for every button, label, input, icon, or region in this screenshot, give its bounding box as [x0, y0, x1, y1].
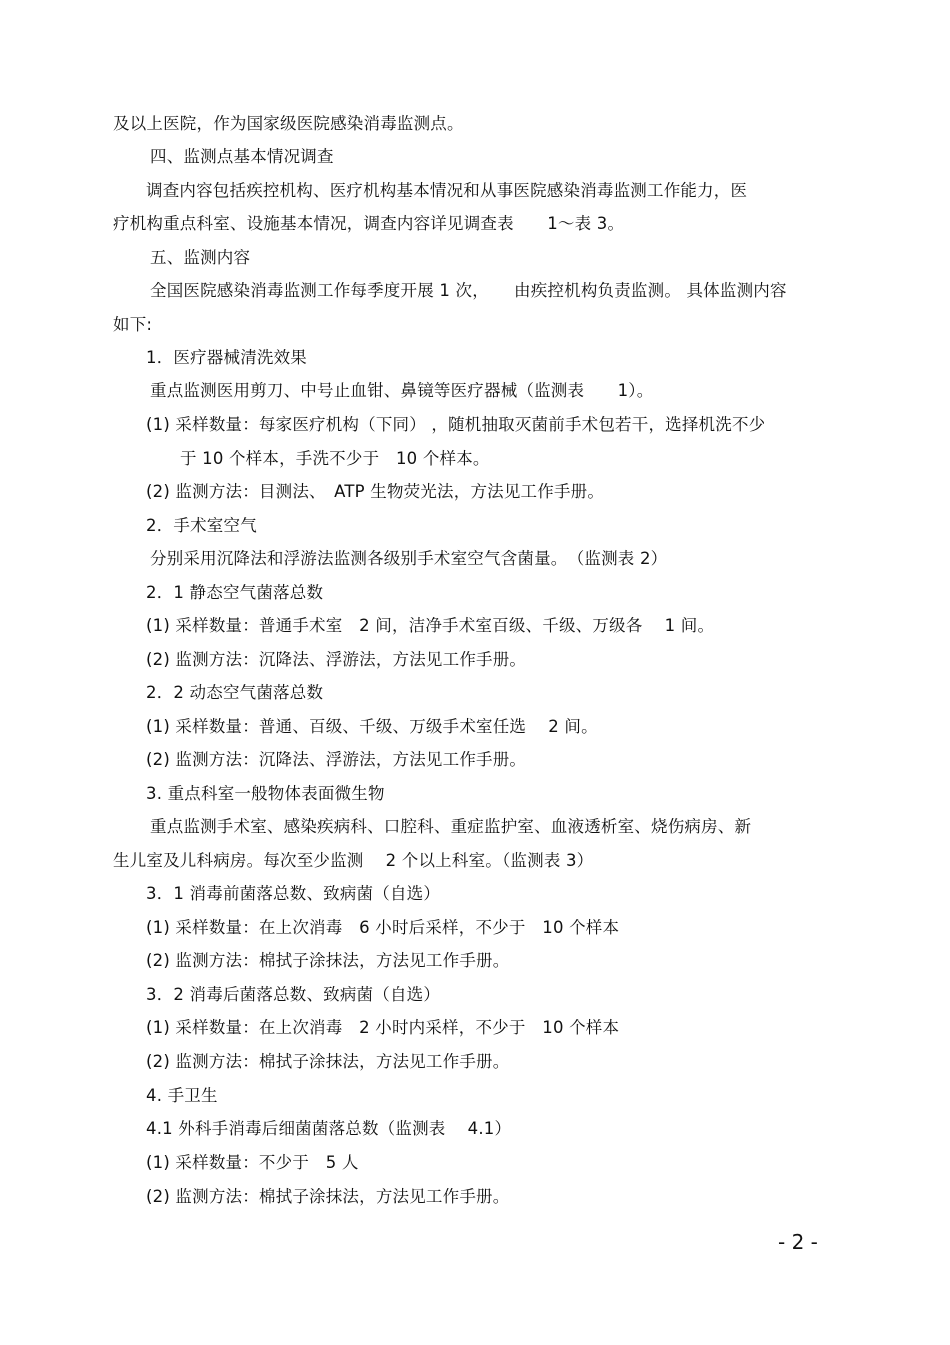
subsection-heading: 1．医疗器械清洗效果 [146, 348, 307, 367]
subsection-heading: 4.1 外科手消毒后细菌菌落总数（监测表 4.1） [146, 1119, 512, 1138]
subsection-heading: 4. 手卫生 [146, 1086, 218, 1105]
list-item: (2) 监测方法：棉拭子涂抹法，方法见工作手册。 [146, 951, 510, 970]
subsection-heading: 2．手术室空气 [146, 516, 257, 535]
subsection-heading: 2．2 动态空气菌落总数 [146, 683, 324, 702]
list-item-continuation: 于 10 个样本，手洗不少于 10 个样本。 [180, 449, 490, 468]
section-heading: 四、监测点基本情况调查 [150, 147, 334, 166]
text-line: 及以上医院，作为国家级医院感染消毒监测点。 [113, 114, 464, 133]
list-item: (2) 监测方法：目测法、 ATP 生物荧光法，方法见工作手册。 [146, 482, 605, 501]
list-item: (2) 监测方法：沉降法、浮游法，方法见工作手册。 [146, 650, 527, 669]
list-item: (1) 采样数量：在上次消毒 2 小时内采样，不少于 10 个样本 [146, 1018, 620, 1037]
text-line: 如下: [113, 315, 153, 334]
section-heading: 五、监测内容 [150, 248, 251, 267]
text-line: 分别采用沉降法和浮游法监测各级别手术室空气含菌量。 （监测表 2） [150, 549, 668, 568]
text-line: 全国医院感染消毒监测工作每季度开展 1 次， 由疾控机构负责监测。 具体监测内容 [150, 281, 787, 300]
subsection-heading: 3．1 消毒前菌落总数、致病菌（自选） [146, 884, 441, 903]
subsection-heading: 3. 重点科室一般物体表面微生物 [146, 784, 385, 803]
list-item: (2) 监测方法：沉降法、浮游法，方法见工作手册。 [146, 750, 527, 769]
subsection-heading: 3．2 消毒后菌落总数、致病菌（自选） [146, 985, 441, 1004]
text-line: 疗机构重点科室、设施基本情况，调查内容详见调查表 1～表 3。 [113, 214, 625, 233]
text-line: 重点监测手术室、感染疾病科、口腔科、重症监护室、血液透析室、烧伤病房、新 [150, 817, 752, 836]
text-line: 生儿室及儿科病房。每次至少监测 2 个以上科室。（监测表 3） [113, 851, 594, 870]
subsection-heading: 2．1 静态空气菌落总数 [146, 583, 324, 602]
text-line: 重点监测医用剪刀、中号止血钳、鼻镜等医疗器械（监测表 1）。 [150, 381, 654, 400]
list-item: (1) 采样数量：在上次消毒 6 小时后采样，不少于 10 个样本 [146, 918, 620, 937]
page-number: - 2 - [778, 1230, 818, 1254]
list-item: (1) 采样数量：普通手术室 2 间，洁净手术室百级、千级、万级各 1 间。 [146, 616, 715, 635]
list-item: (2) 监测方法：棉拭子涂抹法，方法见工作手册。 [146, 1052, 510, 1071]
list-item: (1) 采样数量：每家医疗机构（下同） ，随机抽取灭菌前手术包若干，选择机洗不少 [146, 415, 766, 434]
list-item: (1) 采样数量：普通、百级、千级、万级手术室任选 2 间。 [146, 717, 598, 736]
list-item: (1) 采样数量：不少于 5 人 [146, 1153, 359, 1172]
list-item: (2) 监测方法：棉拭子涂抹法，方法见工作手册。 [146, 1187, 510, 1206]
text-line: 调查内容包括疾控机构、医疗机构基本情况和从事医院感染消毒监测工作能力，医 [146, 181, 748, 200]
